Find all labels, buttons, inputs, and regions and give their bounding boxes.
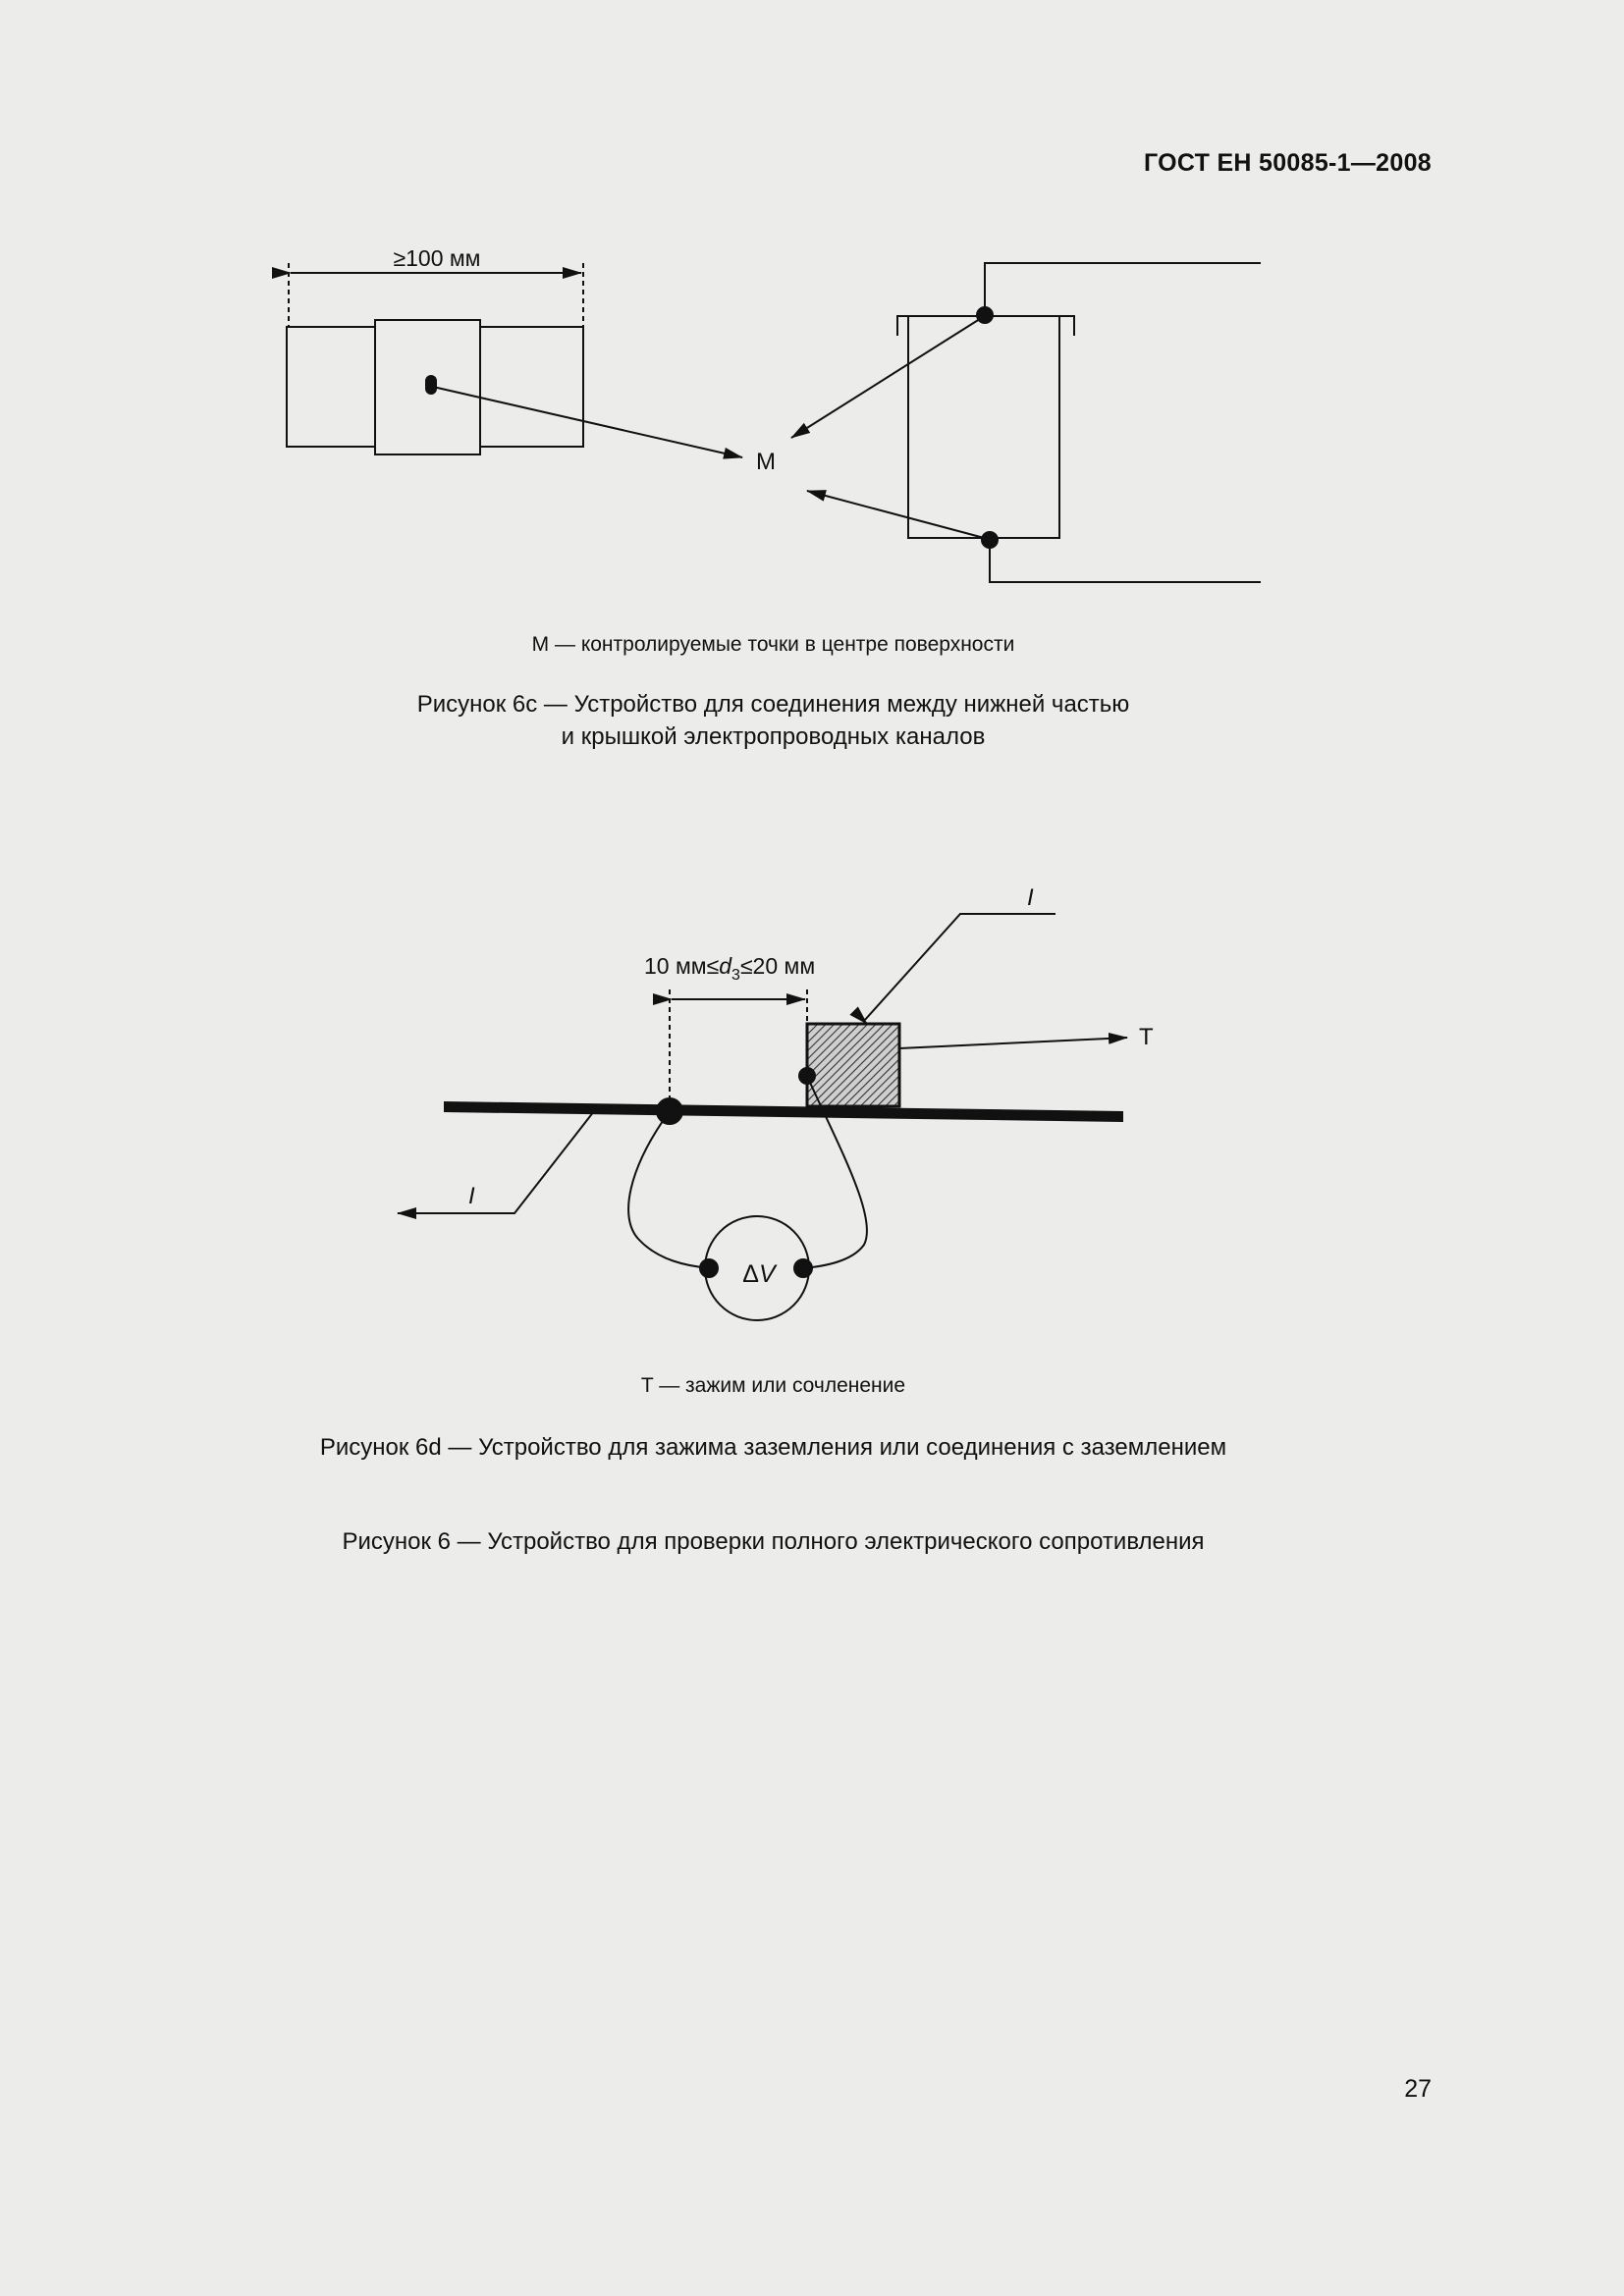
measuring-lead-left [628, 1111, 711, 1268]
figure-6c-caption-line2: и крышкой электропроводных каналов [561, 723, 986, 750]
current-label-bottom: I [468, 1183, 475, 1209]
figure-6d-caption: Рисунок 6d — Устройство для зажима заземления или соединения с заземлением [319, 1434, 1227, 1461]
current-leader-bottom [398, 1111, 594, 1213]
lead-wire-top [985, 263, 1261, 316]
label-m: M [756, 449, 776, 475]
document-code: ГОСТ ЕН 50085-1—2008 [1144, 149, 1432, 177]
figure-6-caption: Рисунок 6 — Устройство для проверки полного электрического сопротивления [342, 1528, 1205, 1555]
voltmeter-terminal-left [700, 1259, 718, 1277]
measuring-point-top [977, 307, 993, 323]
figure-6d-legend: T — зажим или сочленение [640, 1374, 906, 1397]
measuring-point-left [426, 376, 436, 394]
voltmeter-terminal-right [794, 1259, 812, 1277]
arrow-to-m-bottom [807, 491, 988, 539]
figure-6c-caption-line1: Рисунок 6c — Устройство для соединения между нижней частью [416, 691, 1130, 718]
figure-6c-legend: M — контролируемые точки в центре поверхности [531, 633, 1015, 656]
measuring-point-bottom [982, 532, 998, 548]
probe-point-conductor [657, 1098, 682, 1124]
d3-dimension-label: 10 $мм\le d_3\le 20$ мм [644, 953, 816, 984]
figure-6c [287, 263, 1261, 582]
voltmeter-label: ΔV [742, 1260, 776, 1288]
arrow-to-t [899, 1038, 1127, 1048]
dimension-label-100mm: ≥100 мм [393, 245, 481, 271]
current-label-top: I [1027, 884, 1034, 911]
arrow-to-m-top [791, 317, 983, 438]
probe-point-clamp [799, 1068, 815, 1084]
clamp-terminal [807, 1024, 899, 1106]
label-t: T [1139, 1024, 1154, 1050]
conductor-bar [444, 1101, 1123, 1122]
lead-wire-bottom [990, 540, 1261, 582]
page-number: 27 [1404, 2075, 1432, 2103]
current-leader-top [864, 914, 1056, 1021]
